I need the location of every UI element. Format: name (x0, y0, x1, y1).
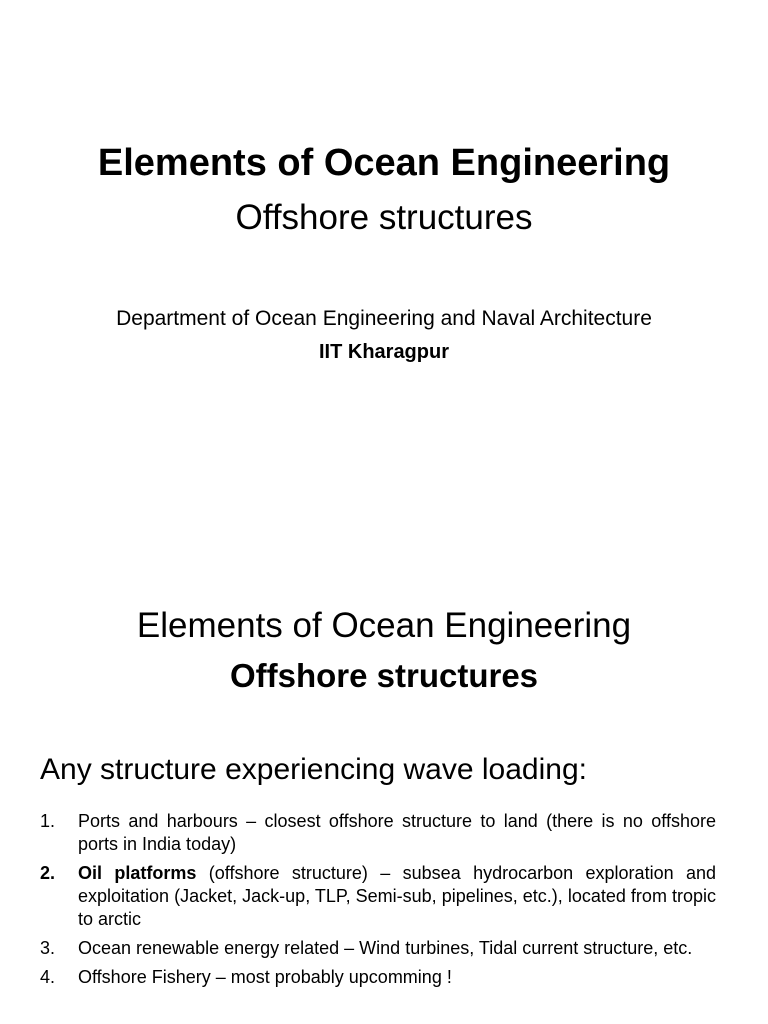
slide-subtitle: Offshore structures (229, 657, 539, 694)
list-item (40, 937, 716, 960)
slide-subtitle: Offshore structures (235, 198, 533, 237)
list-item-body: Ocean renewable energy related – Wind turbines, Tidal current structure, etc. (78, 938, 693, 958)
list-item-text (78, 810, 716, 856)
institute-name: IIT Kharagpur (318, 341, 449, 363)
list-number: 2. (40, 863, 56, 883)
list-number: 4. (40, 967, 56, 987)
list-item-body: Offshore Fishery – most probably upcomming ! (78, 967, 452, 987)
list-item-text (78, 862, 716, 931)
list-number: 1. (40, 811, 56, 831)
list-item-bold-prefix: Oil platforms (78, 863, 197, 883)
list-item (40, 966, 716, 989)
list-item-body: (offshore structure) – subsea hydrocarbon exploration and exploitation (Jacket, Jack-up, TLP, Semi-sub, pipelines, etc.), located from tropic to arctic (78, 863, 716, 929)
content-slide (0, 560, 768, 1024)
slide-title: Elements of Ocean Engineering (136, 606, 632, 645)
list-item (40, 810, 716, 856)
list-item (40, 862, 716, 931)
slide-title: Elements of Ocean Engineering (97, 142, 671, 184)
list-number: 3. (40, 938, 56, 958)
department-name: Department of Ocean Engineering and Naval Architecture (116, 307, 652, 330)
structure-list (40, 810, 716, 995)
section-heading: Any structure experiencing wave loading: (40, 753, 587, 786)
list-item-body: Ports and harbours – closest offshore structure to land (there is no offshore ports in India today) (78, 811, 716, 854)
list-item-text (78, 966, 716, 989)
list-item-text (78, 937, 716, 960)
